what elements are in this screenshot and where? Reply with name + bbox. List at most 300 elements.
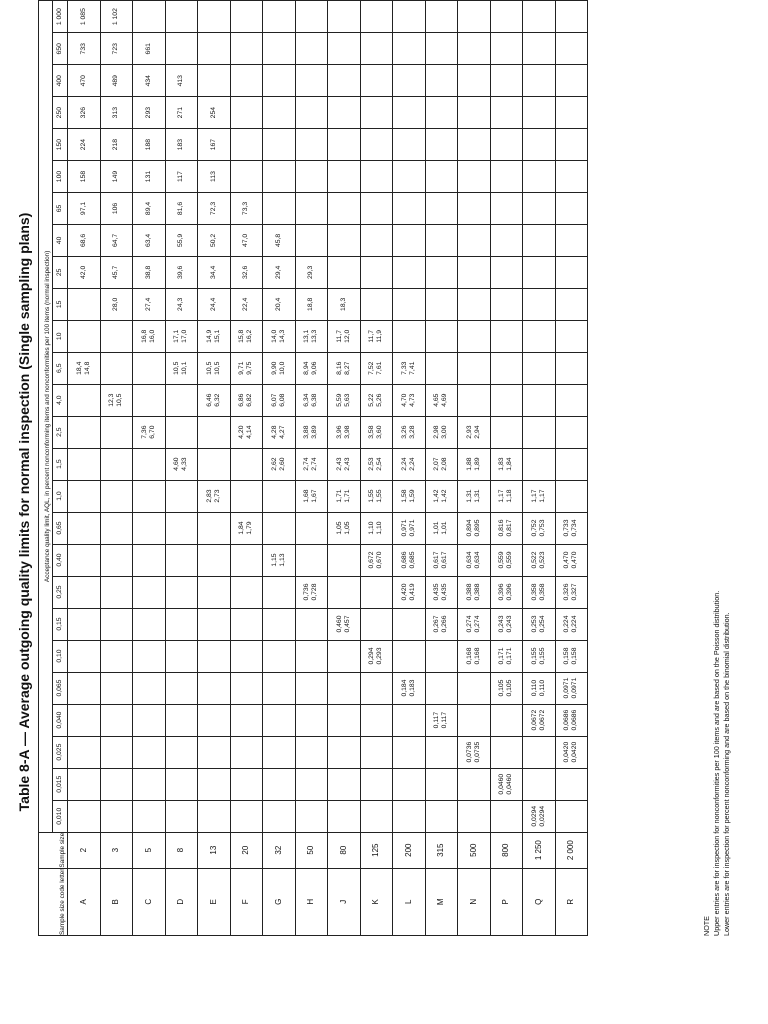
aoql-value-cell: [555, 256, 588, 288]
aoql-value-cell: [263, 640, 296, 672]
aoql-value-cell: [523, 416, 556, 448]
aoql-value-cell: [133, 224, 166, 256]
aoql-value-cell: [425, 129, 458, 161]
lower-entry: 5,26: [376, 393, 384, 407]
aoql-value-cell: [68, 512, 101, 544]
upper-entry: 4,28: [270, 425, 278, 439]
aoql-value-cell: [328, 736, 361, 768]
aoql-value-cell: [523, 640, 556, 672]
lower-entry: 12,0: [343, 329, 351, 343]
aoql-value-cell: [198, 384, 231, 416]
aoql-value-cell: [263, 512, 296, 544]
aoql-value-cell: [230, 384, 263, 416]
aoql-value-cell: [133, 512, 166, 544]
aoql-value-cell: [393, 704, 426, 736]
aoql-value-cell: [555, 384, 588, 416]
aoql-value-cell: [523, 97, 556, 129]
aoql-value-cell: [555, 192, 588, 224]
upper-entry: 0,396: [498, 583, 506, 601]
upper-entry: 0,158: [563, 647, 571, 665]
aoql-value-cell: [490, 672, 523, 704]
upper-entry: 8,16: [335, 361, 343, 375]
aoql-value-cell: [523, 320, 556, 352]
lower-entry: 5,63: [343, 393, 351, 407]
note-heading: NOTE: [702, 916, 711, 936]
sample-size-cell: 5: [133, 832, 166, 868]
aoql-value-cell: [490, 384, 523, 416]
aoql-value-cell: [133, 256, 166, 288]
aoql-value-cell: [458, 512, 491, 544]
aoql-value-cell: [360, 544, 393, 576]
aoql-value-cell: [230, 800, 263, 832]
aoql-value-cell: [425, 672, 458, 704]
aoql-value-cell: [230, 576, 263, 608]
aoql-value-cell: [523, 512, 556, 544]
aoql-value-cell: [458, 576, 491, 608]
lower-entry: 11,9: [376, 329, 384, 343]
aoql-value-cell: [490, 97, 523, 129]
aoql-value-cell: [133, 129, 166, 161]
aoql-value-cell: [198, 448, 231, 480]
lower-entry: 2,60: [278, 457, 286, 471]
aoql-value-cell: [490, 800, 523, 832]
aoql-value-cell: [490, 576, 523, 608]
upper-entry: 0,0686: [563, 709, 571, 731]
lower-entry: 0,110: [538, 679, 546, 697]
upper-entry: 2,24: [400, 457, 408, 471]
aoql-value-cell: [263, 800, 296, 832]
lower-entry: 0,266: [441, 615, 449, 633]
aoql-value-cell: [230, 161, 263, 193]
upper-entry: 1,55: [368, 489, 376, 503]
lower-entry: 0,254: [538, 615, 546, 633]
aoql-value-cell: [133, 672, 166, 704]
aoql-value-cell: [68, 1, 101, 33]
aoql-value-cell: [295, 736, 328, 768]
aql-column-header: 0,10: [53, 640, 68, 672]
lower-entry: 14,3: [278, 329, 286, 343]
upper-entry: 7,33: [400, 361, 408, 375]
aoql-value-cell: [68, 544, 101, 576]
aoql-value-cell: [360, 97, 393, 129]
aoql-value-cell: [165, 161, 198, 193]
aoql-value-cell: [523, 608, 556, 640]
upper-entry: 0,522: [530, 551, 538, 569]
aoql-value-cell: [393, 97, 426, 129]
aoql-value-cell: [458, 129, 491, 161]
lower-entry: 0,0686: [571, 709, 579, 731]
lower-entry: 0,0971: [571, 677, 579, 699]
table-row: [523, 1, 556, 936]
aoql-value-cell: [555, 352, 588, 384]
lower-entry: 4,33: [181, 457, 189, 471]
aoql-value-cell: [328, 192, 361, 224]
upper-entry: 470: [79, 75, 87, 87]
upper-entry: 0,117: [433, 711, 441, 729]
lower-entry: 0,155: [538, 647, 546, 665]
upper-entry: 413: [177, 75, 185, 87]
upper-entry: 0,0420: [563, 741, 571, 763]
code-letter-cell: A: [68, 868, 101, 935]
aoql-value-cell: [523, 544, 556, 576]
aoql-value-cell: [133, 320, 166, 352]
upper-entry: 89,4: [144, 201, 152, 216]
upper-entry: 0,294: [368, 647, 376, 665]
table-row: [295, 1, 328, 936]
upper-entry: 1,01: [433, 521, 441, 535]
aoql-value-cell: [165, 384, 198, 416]
aoql-value-cell: [425, 97, 458, 129]
aoql-value-cell: [490, 256, 523, 288]
upper-entry: 3,96: [335, 425, 343, 439]
sample-size-cell: 50: [295, 832, 328, 868]
lower-entry: 1,67: [311, 489, 319, 503]
upper-entry: 313: [112, 106, 120, 119]
lower-entry: 0,168: [473, 647, 481, 665]
aoql-table-container: [38, 0, 588, 936]
aoql-value-cell: [263, 384, 296, 416]
aoql-value-cell: [425, 224, 458, 256]
lower-entry: 1,89: [473, 457, 481, 471]
aoql-value-cell: [198, 768, 231, 800]
upper-entry: 20,4: [274, 297, 282, 311]
aoql-value-cell: [100, 576, 133, 608]
aql-column-header: 650: [53, 33, 68, 65]
aoql-value-cell: [100, 544, 133, 576]
aoql-value-cell: [230, 640, 263, 672]
lower-entry: 0,470: [571, 551, 579, 569]
aoql-value-cell: [295, 224, 328, 256]
aoql-value-cell: [360, 161, 393, 193]
upper-entry: 7,52: [368, 361, 376, 375]
aoql-value-cell: [263, 480, 296, 512]
aoql-value-cell: [328, 33, 361, 65]
lower-entry: 0,457: [343, 615, 351, 633]
upper-entry: 29,4: [274, 265, 282, 279]
upper-entry: 4,65: [433, 393, 441, 407]
aoql-value-cell: [263, 256, 296, 288]
aql-column-header: 0,065: [53, 672, 68, 704]
table-row: [263, 1, 296, 936]
aoql-value-cell: [165, 608, 198, 640]
aoql-value-cell: [393, 256, 426, 288]
lower-entry: 0,435: [441, 583, 449, 601]
lower-entry: 7,61: [376, 361, 384, 375]
lower-entry: 16,2: [246, 329, 254, 343]
code-letter-cell: R: [555, 868, 588, 935]
lower-entry: 4,73: [408, 393, 416, 407]
aoql-value-cell: [393, 224, 426, 256]
upper-entry: 24,4: [209, 297, 217, 311]
upper-entry: 9,71: [238, 361, 246, 375]
aoql-value-cell: [490, 480, 523, 512]
lower-entry: 7,41: [408, 361, 416, 375]
upper-entry: 1,88: [465, 457, 473, 471]
aql-column-header: 0,015: [53, 768, 68, 800]
upper-entry: 15,8: [238, 329, 246, 343]
aql-column-header: 2,5: [53, 416, 68, 448]
aoql-value-cell: [328, 544, 361, 576]
sample-size-cell: 80: [328, 832, 361, 868]
upper-entry: 8,94: [303, 361, 311, 375]
aoql-value-cell: [490, 608, 523, 640]
lower-entry: 4,14: [246, 425, 254, 439]
aoql-value-cell: [555, 161, 588, 193]
lower-entry: 0,327: [571, 583, 579, 601]
aql-column-header: 0,010: [53, 800, 68, 832]
upper-entry: 434: [144, 75, 152, 87]
aoql-value-cell: [458, 480, 491, 512]
aoql-value-cell: [198, 224, 231, 256]
lower-entry: 1,42: [441, 489, 449, 503]
aoql-value-cell: [523, 672, 556, 704]
lower-entry: 17,0: [181, 329, 189, 343]
aoql-value-cell: [393, 640, 426, 672]
aoql-value-cell: [295, 129, 328, 161]
upper-entry: 22,4: [242, 297, 250, 311]
aql-column-header: 1 000: [53, 1, 68, 33]
table-row: [360, 1, 393, 936]
aql-column-header: 0,25: [53, 576, 68, 608]
aoql-value-cell: [295, 640, 328, 672]
aoql-value-cell: [198, 576, 231, 608]
upper-entry: 1,58: [400, 489, 408, 503]
lower-entry: 0,243: [506, 615, 514, 633]
upper-entry: 73,3: [242, 201, 250, 216]
aql-column-header: 25: [53, 256, 68, 288]
aoql-value-cell: [328, 288, 361, 320]
aoql-value-cell: [68, 768, 101, 800]
aoql-value-cell: [230, 768, 263, 800]
aoql-value-cell: [523, 480, 556, 512]
upper-entry: 18,8: [307, 297, 315, 311]
aoql-value-cell: [133, 608, 166, 640]
aql-column-header: 100: [53, 161, 68, 193]
aoql-value-cell: [230, 33, 263, 65]
upper-entry: 723: [112, 43, 120, 55]
aoql-value-cell: [165, 768, 198, 800]
note-line-1: Upper entries are for inspection for nonconformities per 100 items and are based on the Poisson distribution.: [712, 590, 721, 936]
upper-entry: 4,60: [173, 457, 181, 471]
aoql-value-cell: [360, 1, 393, 33]
lower-entry: 9,06: [311, 361, 319, 375]
upper-entry: 0,686: [400, 551, 408, 569]
upper-entry: 12,3: [108, 393, 116, 407]
aql-header-row: [39, 1, 53, 936]
aoql-value-cell: [295, 256, 328, 288]
aoql-value-cell: [328, 480, 361, 512]
aoql-value-cell: [198, 1, 231, 33]
lower-entry: 10,1: [181, 361, 189, 375]
aoql-value-cell: [165, 288, 198, 320]
aoql-value-cell: [328, 800, 361, 832]
aoql-value-cell: [263, 1, 296, 33]
lower-entry: 0,117: [441, 711, 449, 729]
aoql-value-cell: [425, 416, 458, 448]
aoql-value-cell: [393, 33, 426, 65]
sample-size-cell: 800: [490, 832, 523, 868]
aql-column-header: 65: [53, 192, 68, 224]
table-row: [133, 1, 166, 936]
aoql-value-cell: [230, 448, 263, 480]
aoql-value-cell: [68, 704, 101, 736]
aoql-value-cell: [328, 704, 361, 736]
aoql-value-cell: [100, 320, 133, 352]
aoql-value-cell: [555, 576, 588, 608]
upper-entry: 149: [112, 170, 120, 183]
aoql-value-cell: [230, 416, 263, 448]
aoql-value-cell: [100, 352, 133, 384]
aoql-value-cell: [263, 288, 296, 320]
lower-entry: 0,293: [376, 647, 384, 665]
upper-entry: 1,84: [238, 521, 246, 535]
upper-entry: 733: [79, 43, 87, 55]
aoql-value-cell: [523, 576, 556, 608]
aoql-value-cell: [523, 161, 556, 193]
aql-column-header: 0,025: [53, 736, 68, 768]
aoql-value-cell: [425, 288, 458, 320]
aoql-value-cell: [100, 480, 133, 512]
aoql-value-cell: [68, 97, 101, 129]
lower-entry: 10,0: [278, 361, 286, 375]
table-body: [68, 1, 588, 936]
aoql-value-cell: [165, 1, 198, 33]
aoql-value-cell: [393, 544, 426, 576]
lower-entry: 0,274: [473, 615, 481, 633]
lower-entry: 6,82: [246, 393, 254, 407]
aql-column-header: 4,0: [53, 384, 68, 416]
aoql-value-cell: [523, 800, 556, 832]
aoql-value-cell: [328, 512, 361, 544]
table-row: [555, 1, 588, 936]
upper-entry: 1,83: [498, 457, 506, 471]
aoql-value-cell: [425, 33, 458, 65]
aoql-value-cell: [198, 544, 231, 576]
lower-entry: 0,617: [441, 551, 449, 569]
sample-size-cell: 2 000: [555, 832, 588, 868]
lower-entry: 2,08: [441, 457, 449, 471]
aoql-value-cell: [523, 1, 556, 33]
upper-entry: 34,4: [209, 265, 217, 279]
aoql-value-cell: [555, 544, 588, 576]
aoql-value-cell: [100, 672, 133, 704]
aoql-value-cell: [295, 512, 328, 544]
upper-entry: 0,894: [465, 519, 473, 537]
aoql-value-cell: [133, 288, 166, 320]
aoql-value-cell: [393, 512, 426, 544]
lower-entry: 0,895: [473, 519, 481, 537]
table-row: [458, 1, 491, 936]
upper-entry: 63,4: [144, 233, 152, 248]
aoql-value-cell: [295, 480, 328, 512]
aoql-value-cell: [555, 33, 588, 65]
aoql-value-cell: [523, 256, 556, 288]
aoql-value-cell: [100, 97, 133, 129]
aoql-value-cell: [198, 97, 231, 129]
lower-entry: 0,728: [311, 583, 319, 601]
aoql-value-cell: [198, 256, 231, 288]
sample-size-cell: 13: [198, 832, 231, 868]
aoql-value-cell: [328, 97, 361, 129]
aoql-value-cell: [263, 33, 296, 65]
aoql-value-cell: [360, 288, 393, 320]
aoql-value-cell: [425, 704, 458, 736]
aoql-value-cell: [295, 416, 328, 448]
upper-entry: 0,168: [465, 647, 473, 665]
aql-column-header: 1,0: [53, 480, 68, 512]
aoql-value-cell: [230, 1, 263, 33]
aoql-value-cell: [490, 224, 523, 256]
aoql-value-cell: [133, 480, 166, 512]
lower-entry: 1,01: [441, 521, 449, 535]
aoql-value-cell: [133, 800, 166, 832]
aoql-value-cell: [458, 736, 491, 768]
upper-entry: 1,17: [530, 489, 538, 503]
lower-entry: 1,55: [376, 489, 384, 503]
aql-column-header: 6,5: [53, 352, 68, 384]
aoql-value-cell: [555, 480, 588, 512]
aoql-value-cell: [68, 320, 101, 352]
upper-entry: 3,88: [303, 425, 311, 439]
upper-entry: 42,0: [79, 265, 87, 279]
aoql-value-cell: [230, 129, 263, 161]
aoql-value-cell: [458, 544, 491, 576]
sample-size-cell: 3: [100, 832, 133, 868]
aoql-value-cell: [68, 800, 101, 832]
aoql-value-cell: [68, 129, 101, 161]
upper-entry: 1 102: [112, 8, 120, 26]
upper-entry: 2,43: [335, 457, 343, 471]
aoql-value-cell: [328, 161, 361, 193]
aoql-value-cell: [490, 448, 523, 480]
aoql-value-cell: [555, 704, 588, 736]
aoql-value-cell: [393, 384, 426, 416]
lower-entry: 1,05: [343, 521, 351, 535]
upper-entry: 489: [112, 75, 120, 87]
lower-entry: 1,13: [278, 553, 286, 567]
upper-entry: 29,3: [307, 265, 315, 279]
aoql-value-cell: [198, 192, 231, 224]
aoql-value-cell: [100, 192, 133, 224]
upper-entry: 106: [112, 202, 120, 215]
upper-entry: 14,9: [205, 329, 213, 343]
upper-entry: 6,07: [270, 393, 278, 407]
lower-entry: 3,28: [408, 425, 416, 439]
aoql-value-cell: [295, 672, 328, 704]
aoql-value-cell: [133, 97, 166, 129]
lower-entry: 16,0: [148, 329, 156, 343]
aoql-value-cell: [230, 352, 263, 384]
upper-entry: 72,3: [209, 201, 217, 216]
aoql-value-cell: [555, 320, 588, 352]
aoql-value-cell: [100, 1, 133, 33]
lower-entry: 3,60: [376, 425, 384, 439]
aoql-value-cell: [295, 320, 328, 352]
lower-entry: 6,38: [311, 393, 319, 407]
aoql-value-cell: [555, 768, 588, 800]
upper-entry: 11,7: [335, 329, 343, 343]
aoql-value-cell: [165, 33, 198, 65]
aoql-value-cell: [425, 384, 458, 416]
aql-column-header: 150: [53, 129, 68, 161]
upper-entry: 0,435: [433, 583, 441, 601]
code-letter-cell: J: [328, 868, 361, 935]
aoql-value-cell: [425, 544, 458, 576]
aoql-value-cell: [523, 192, 556, 224]
upper-entry: 10,5: [205, 361, 213, 375]
aoql-value-cell: [230, 256, 263, 288]
aql-column-header: 400: [53, 65, 68, 97]
